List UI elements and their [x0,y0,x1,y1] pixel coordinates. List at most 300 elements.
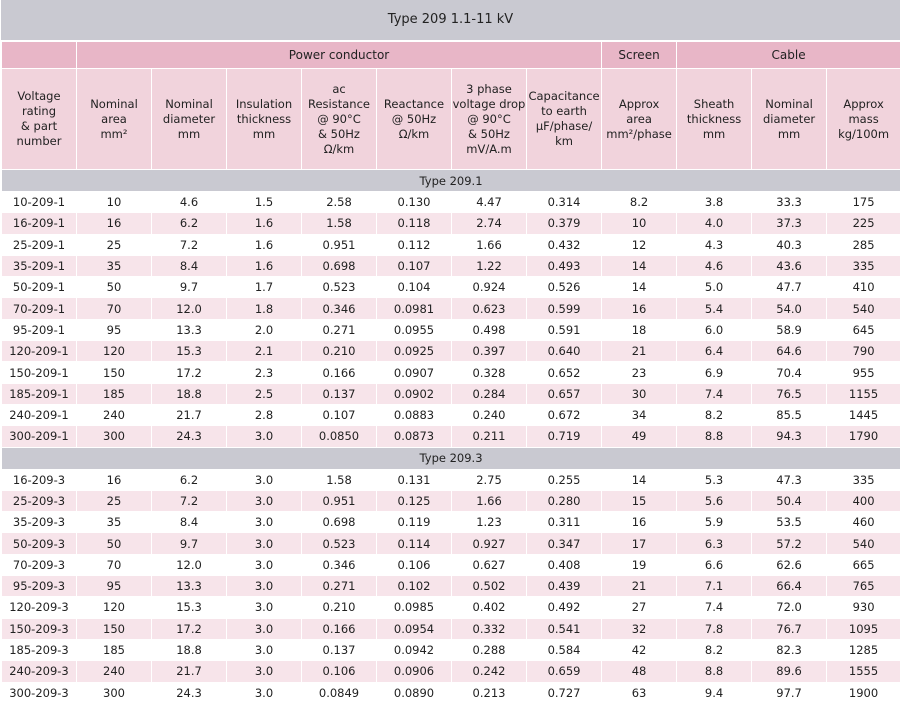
table-cell: 34 [602,404,677,425]
table-cell: 240 [77,404,152,425]
table-cell: 1.6 [227,234,302,255]
table-cell: 0.927 [452,533,527,554]
column-header-line: mm [702,126,726,141]
table-cell: 14 [602,469,677,490]
table-cell: 2.5 [227,383,302,404]
table-cell: 0.439 [527,576,602,597]
group-header-screen: Screen [602,42,677,69]
table-cell: 0.114 [377,533,452,554]
table-cell: 0.0955 [377,319,452,340]
table-cell: 89.6 [752,661,827,682]
column-header-line: Approx [618,96,660,111]
table-cell: 0.698 [302,255,377,276]
table-cell: 14 [602,277,677,298]
part-number-cell: 95-209-3 [2,576,77,597]
table-cell: 1.6 [227,255,302,276]
part-number-cell: 16-209-3 [2,469,77,490]
table-cell: 0.211 [452,426,527,447]
table-cell: 400 [827,490,901,511]
part-number-cell: 300-209-3 [2,682,77,703]
table-cell: 0.130 [377,192,452,213]
table-cell: 18 [602,319,677,340]
column-header-line: & 50Hz [468,126,510,141]
table-cell: 25 [77,234,152,255]
table-cell: 7.1 [677,576,752,597]
table-cell: 72.0 [752,597,827,618]
table-cell: 2.3 [227,362,302,383]
table-cell: 5.4 [677,298,752,319]
section-title: Type 209.1 [2,170,901,192]
table-cell: 0.0981 [377,298,452,319]
table-cell: 1095 [827,618,901,639]
table-cell: 70 [77,554,152,575]
table-cell: 790 [827,341,901,362]
column-header-line: ac [332,81,346,96]
table-cell: 95 [77,576,152,597]
table-cell: 3.0 [227,554,302,575]
table-cell: 10 [77,192,152,213]
table-row [2,255,901,276]
table-cell: 335 [827,469,901,490]
table-cell: 0.584 [527,639,602,660]
table-cell: 82.3 [752,639,827,660]
table-cell: 240 [77,661,152,682]
part-number-cell: 50-209-3 [2,533,77,554]
table-cell: 0.280 [527,490,602,511]
column-header-line: km [555,134,573,148]
table-cell: 0.523 [302,277,377,298]
section-header-row [2,170,901,192]
table-cell: 8.2 [677,639,752,660]
table-cell: 0.210 [302,597,377,618]
table-cell: 930 [827,597,901,618]
table-cell: 1.8 [227,298,302,319]
table-cell: 645 [827,319,901,340]
table-cell: 24.3 [152,682,227,703]
table-cell: 14 [602,255,677,276]
table-cell: 0.119 [377,512,452,533]
table-row [2,554,901,575]
table-cell: 19 [602,554,677,575]
table-cell: 47.7 [752,277,827,298]
column-header-line: Ω/km [398,126,430,141]
table-cell: 12.0 [152,298,227,319]
table-cell: 13.3 [152,576,227,597]
table-cell: 0.118 [377,213,452,234]
table-cell: 185 [77,383,152,404]
table-cell: 175 [827,192,901,213]
column-header-line: diameter [762,111,816,126]
table-cell: 3.8 [677,192,752,213]
table-cell: 765 [827,576,901,597]
table-row [2,469,901,490]
table-cell: 0.652 [527,362,602,383]
column-header-line: thickness [236,111,292,126]
table-cell: 0.0907 [377,362,452,383]
table-cell: 1.66 [452,490,527,511]
table-cell: 3.0 [227,426,302,447]
table-cell: 8.4 [152,255,227,276]
part-number-cell: 10-209-1 [2,192,77,213]
table-cell: 3.0 [227,512,302,533]
table-cell: 665 [827,554,901,575]
table-cell: 6.9 [677,362,752,383]
table-cell: 2.75 [452,469,527,490]
cable-spec-sheet [1,0,900,704]
table-cell: 50 [77,533,152,554]
table-cell: 48 [602,661,677,682]
table-cell: 0.0849 [302,682,377,703]
table-cell: 0.347 [527,533,602,554]
table-cell: 23 [602,362,677,383]
column-header-line: Capacitance [528,89,600,103]
table-cell: 540 [827,533,901,554]
table-cell: 62.6 [752,554,827,575]
column-header-line: mm [177,126,201,141]
table-row [2,234,901,255]
table-cell: 42 [602,639,677,660]
table-cell: 1790 [827,426,901,447]
column-header-cable-nominal-diameter [752,69,827,170]
table-cell: 1285 [827,639,901,660]
table-cell: 95 [77,319,152,340]
column-header-line: Sheath [693,96,735,111]
table-cell: 0.328 [452,362,527,383]
table-cell: 4.3 [677,234,752,255]
table-cell: 2.8 [227,404,302,425]
table-row [2,533,901,554]
column-header-line: & 50Hz [318,126,360,141]
table-cell: 0.0850 [302,426,377,447]
table-cell: 7.2 [152,490,227,511]
table-cell: 3.0 [227,597,302,618]
table-row [2,404,901,425]
table-cell: 21.7 [152,404,227,425]
group-header-power-conductor: Power conductor [77,42,602,69]
table-cell: 70 [77,298,152,319]
table-cell: 955 [827,362,901,383]
table-cell: 0.255 [527,469,602,490]
table-cell: 21 [602,341,677,362]
table-cell: 1.58 [302,469,377,490]
part-number-cell: 25-209-3 [2,490,77,511]
table-cell: 35 [77,512,152,533]
column-header-line: 3 phase [466,81,512,96]
table-cell: 0.107 [377,255,452,276]
table-cell: 16 [602,512,677,533]
column-header-voltage-rating-part-number [2,69,77,170]
table-cell: 7.4 [677,597,752,618]
table-cell: 17.2 [152,618,227,639]
part-number-cell: 300-209-1 [2,426,77,447]
part-number-cell: 95-209-1 [2,319,77,340]
table-cell: 76.5 [752,383,827,404]
table-cell: 0.332 [452,618,527,639]
table-cell: 0.0890 [377,682,452,703]
part-number-cell: 150-209-3 [2,618,77,639]
column-header-line: @ 90°C [317,111,361,126]
group-header-row [2,42,901,69]
column-header-line: µF/phase/ [535,119,593,133]
table-cell: 32 [602,618,677,639]
table-cell: 8.8 [677,426,752,447]
table-cell: 10 [602,213,677,234]
table-cell: 1.5 [227,192,302,213]
table-cell: 0.137 [302,639,377,660]
table-cell: 2.0 [227,319,302,340]
table-cell: 0.498 [452,319,527,340]
table-cell: 0.492 [527,597,602,618]
table-cell: 3.0 [227,533,302,554]
table-cell: 25 [77,490,152,511]
table-cell: 9.7 [152,533,227,554]
part-number-cell: 25-209-1 [2,234,77,255]
table-cell: 5.3 [677,469,752,490]
column-header-line: area [626,111,652,126]
table-cell: 0.523 [302,533,377,554]
part-number-cell: 35-209-3 [2,512,77,533]
table-cell: 1155 [827,383,901,404]
table-cell: 0.672 [527,404,602,425]
table-cell: 50.4 [752,490,827,511]
table-cell: 0.125 [377,490,452,511]
table-cell: 3.0 [227,639,302,660]
table-row [2,192,901,213]
table-cell: 3.0 [227,682,302,703]
table-row [2,661,901,682]
table-cell: 24.3 [152,426,227,447]
column-header-line: Voltage [17,89,61,103]
table-cell: 3.0 [227,576,302,597]
column-header-sheath-thickness [677,69,752,170]
table-cell: 0.397 [452,341,527,362]
table-cell: 1445 [827,404,901,425]
table-cell: 0.623 [452,298,527,319]
table-row [2,597,901,618]
column-header-line: Approx [843,96,884,111]
table-cell: 94.3 [752,426,827,447]
table-cell: 540 [827,298,901,319]
table-cell: 17.2 [152,362,227,383]
part-number-cell: 35-209-1 [2,255,77,276]
column-header-line: Resistance [308,96,370,111]
table-row [2,426,901,447]
column-header-line: voltage drop [452,96,526,111]
column-header-capacitance [527,69,602,170]
column-header-nominal-diameter [152,69,227,170]
section-title: Type 209.3 [2,447,901,469]
table-row [2,362,901,383]
table-cell: 0.271 [302,319,377,340]
table-cell: 120 [77,597,152,618]
table-cell: 47.3 [752,469,827,490]
part-number-cell: 240-209-3 [2,661,77,682]
column-header-line: mm² [100,126,128,141]
column-header-line: Nominal [165,96,213,111]
column-header-line: diameter [162,111,216,126]
part-number-cell: 120-209-3 [2,597,77,618]
table-cell: 0.0873 [377,426,452,447]
table-cell: 6.3 [677,533,752,554]
table-cell: 0.346 [302,298,377,319]
table-cell: 15.3 [152,341,227,362]
table-cell: 49 [602,426,677,447]
column-header-line: thickness [686,111,742,126]
table-cell: 12 [602,234,677,255]
group-header-cable: Cable [677,42,901,69]
part-number-cell: 240-209-1 [2,404,77,425]
table-row [2,298,901,319]
column-header-ac-resistance [302,69,377,170]
table-cell: 0.166 [302,618,377,639]
table-cell: 16 [602,298,677,319]
column-header-line: mm [252,126,276,141]
table-cell: 85.5 [752,404,827,425]
table-cell: 300 [77,426,152,447]
table-cell: 150 [77,362,152,383]
table-cell: 57.2 [752,533,827,554]
table-cell: 4.0 [677,213,752,234]
table-cell: 0.240 [452,404,527,425]
table-row [2,213,901,234]
table-cell: 0.284 [452,383,527,404]
table-cell: 0.0906 [377,661,452,682]
table-cell: 21 [602,576,677,597]
column-header-line: Nominal [90,96,138,111]
table-cell: 0.379 [527,213,602,234]
table-row [2,319,901,340]
table-cell: 0.137 [302,383,377,404]
table-cell: 3.0 [227,469,302,490]
table-cell: 30 [602,383,677,404]
table-cell: 1.23 [452,512,527,533]
table-cell: 15 [602,490,677,511]
table-cell: 0.271 [302,576,377,597]
table-cell: 0.102 [377,576,452,597]
table-cell: 0.213 [452,682,527,703]
table-cell: 0.311 [527,512,602,533]
table-cell: 0.627 [452,554,527,575]
table-cell: 6.0 [677,319,752,340]
table-cell: 27 [602,597,677,618]
table-cell: 0.408 [527,554,602,575]
table-cell: 50 [77,277,152,298]
column-header-line: to earth [541,104,587,118]
part-number-cell: 185-209-3 [2,639,77,660]
table-cell: 9.7 [152,277,227,298]
part-number-cell: 16-209-1 [2,213,77,234]
table-cell: 40.3 [752,234,827,255]
table-cell: 120 [77,341,152,362]
table-cell: 0.951 [302,234,377,255]
column-header-line: Ω/km [323,141,355,156]
table-cell: 0.924 [452,277,527,298]
table-cell: 6.6 [677,554,752,575]
table-cell: 1555 [827,661,901,682]
table-cell: 5.9 [677,512,752,533]
table-cell: 35 [77,255,152,276]
column-header-line: mm [777,126,801,141]
table-cell: 70.4 [752,362,827,383]
part-number-cell: 70-209-3 [2,554,77,575]
table-cell: 0.719 [527,426,602,447]
table-cell: 0.106 [377,554,452,575]
table-row [2,341,901,362]
table-cell: 1900 [827,682,901,703]
table-row [2,639,901,660]
table-cell: 1.6 [227,213,302,234]
table-cell: 18.8 [152,639,227,660]
table-cell: 63 [602,682,677,703]
table-cell: 53.5 [752,512,827,533]
table-cell: 0.288 [452,639,527,660]
table-cell: 8.4 [152,512,227,533]
table-cell: 8.8 [677,661,752,682]
table-cell: 0.0883 [377,404,452,425]
table-cell: 0.502 [452,576,527,597]
table-cell: 0.166 [302,362,377,383]
table-cell: 0.432 [527,234,602,255]
table-cell: 1.7 [227,277,302,298]
table-cell: 8.2 [677,404,752,425]
table-cell: 2.1 [227,341,302,362]
section-header-row [2,447,901,469]
table-cell: 4.47 [452,192,527,213]
table-cell: 12.0 [152,554,227,575]
table-cell: 0.106 [302,661,377,682]
table-row [2,682,901,703]
table-cell: 58.9 [752,319,827,340]
column-header-reactance [377,69,452,170]
table-cell: 0.402 [452,597,527,618]
table-cell: 1.66 [452,234,527,255]
table-cell: 0.727 [527,682,602,703]
spec-table [1,41,901,704]
column-header-row [2,69,901,170]
table-cell: 0.314 [527,192,602,213]
table-cell: 285 [827,234,901,255]
table-cell: 33.3 [752,192,827,213]
column-header-line: kg/100m [838,126,890,141]
table-cell: 17 [602,533,677,554]
part-number-cell: 70-209-1 [2,298,77,319]
part-number-cell: 185-209-1 [2,383,77,404]
table-cell: 5.6 [677,490,752,511]
table-cell: 300 [77,682,152,703]
table-cell: 0.131 [377,469,452,490]
table-cell: 0.951 [302,490,377,511]
table-cell: 0.0942 [377,639,452,660]
table-cell: 0.541 [527,618,602,639]
part-number-cell: 50-209-1 [2,277,77,298]
column-header-line: number [16,134,62,148]
table-cell: 0.659 [527,661,602,682]
table-cell: 0.526 [527,277,602,298]
column-header-voltage-drop [452,69,527,170]
table-cell: 335 [827,255,901,276]
column-header-line: rating [21,104,57,118]
column-header-line: Nominal [765,96,813,111]
table-cell: 0.210 [302,341,377,362]
table-cell: 0.107 [302,404,377,425]
table-cell: 0.104 [377,277,452,298]
table-cell: 6.4 [677,341,752,362]
table-cell: 0.657 [527,383,602,404]
page-title: Type 209 1.1-11 kV [1,0,900,41]
table-cell: 1.58 [302,213,377,234]
column-header-screen-area [602,69,677,170]
table-cell: 2.74 [452,213,527,234]
